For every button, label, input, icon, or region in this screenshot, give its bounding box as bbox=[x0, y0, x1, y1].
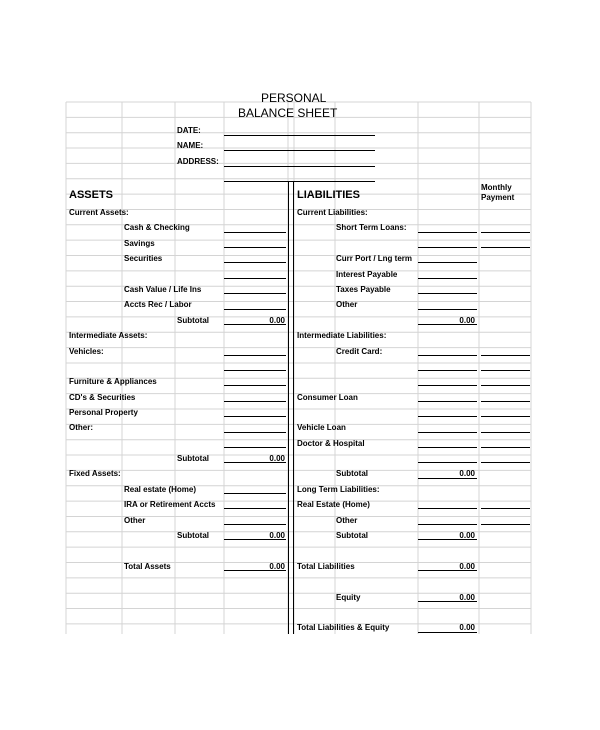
title-line1: PERSONAL bbox=[261, 91, 327, 105]
real-estate-home-label: Real Estate (Home) bbox=[297, 500, 370, 509]
address-label: ADDRESS: bbox=[177, 157, 219, 166]
assets-subtotal2-rule bbox=[224, 462, 286, 463]
equity-value: 0.00 bbox=[459, 593, 475, 602]
accts-rec-label: Accts Rec / Labor bbox=[124, 300, 192, 309]
total-liab-equity-rule bbox=[418, 632, 477, 633]
other-fixed-label: Other bbox=[124, 516, 146, 525]
securities-label: Securities bbox=[124, 254, 163, 263]
ira-input[interactable] bbox=[224, 508, 286, 509]
monthly-payment-input-12[interactable] bbox=[481, 524, 530, 525]
savings-input[interactable] bbox=[224, 247, 286, 248]
credit-card-input-2[interactable] bbox=[418, 370, 477, 371]
address-field-2[interactable] bbox=[224, 181, 375, 182]
liab-subtotal3-value: 0.00 bbox=[459, 531, 475, 540]
other-fixed-input[interactable] bbox=[224, 524, 286, 525]
current-assets-label: Current Assets: bbox=[69, 208, 129, 217]
other-current-liab-input[interactable] bbox=[418, 309, 477, 310]
equity-rule bbox=[418, 601, 477, 602]
assets-subtotal2-label: Subtotal bbox=[177, 454, 209, 463]
name-field[interactable] bbox=[224, 150, 375, 151]
consumer-loan-input-2[interactable] bbox=[418, 416, 477, 417]
assets-subtotal3-label: Subtotal bbox=[177, 531, 209, 540]
liabilities-heading: LIABILITIES bbox=[297, 189, 360, 201]
assets-subtotal3-rule bbox=[224, 539, 286, 540]
fixed-assets-label: Fixed Assets: bbox=[69, 469, 121, 478]
other-long-term-input[interactable] bbox=[418, 524, 477, 525]
real-estate-home-input[interactable] bbox=[418, 508, 477, 509]
liab-subtotal2-rule bbox=[418, 478, 477, 479]
real-estate-label: Real estate (Home) bbox=[124, 485, 197, 494]
assets-subtotal1-value: 0.00 bbox=[269, 316, 285, 325]
taxes-payable-input[interactable] bbox=[418, 293, 477, 294]
title-line2: BALANCE SHEET bbox=[238, 106, 338, 120]
monthly-payment-input-7[interactable] bbox=[481, 416, 530, 417]
liab-subtotal1-rule bbox=[418, 324, 477, 325]
savings-label: Savings bbox=[124, 239, 155, 248]
furniture-input[interactable] bbox=[224, 385, 286, 386]
monthly-payment-input-10[interactable] bbox=[481, 462, 530, 463]
liab-subtotal1-value: 0.00 bbox=[459, 316, 475, 325]
short-term-loans-input[interactable] bbox=[418, 232, 477, 233]
date-field[interactable] bbox=[224, 135, 375, 136]
consumer-loan-input[interactable] bbox=[418, 401, 477, 402]
assets-subtotal1-rule bbox=[224, 324, 286, 325]
assets-heading: ASSETS bbox=[69, 189, 114, 201]
other-assets-label: Other: bbox=[69, 423, 93, 432]
liab-subtotal2-value: 0.00 bbox=[459, 469, 475, 478]
assets-subtotal2-value: 0.00 bbox=[269, 454, 285, 463]
ira-label: IRA or Retirement Accts bbox=[124, 500, 216, 509]
monthly-payment-input-8[interactable] bbox=[481, 432, 530, 433]
monthly-payment-heading-1: Monthly bbox=[481, 183, 512, 192]
curr-port-label: Curr Port / Lng term bbox=[336, 254, 413, 263]
credit-card-input-3[interactable] bbox=[418, 385, 477, 386]
cds-input[interactable] bbox=[224, 401, 286, 402]
monthly-payment-input-11[interactable] bbox=[481, 508, 530, 509]
other-assets-input[interactable] bbox=[224, 432, 286, 433]
other-long-term-label: Other bbox=[336, 516, 358, 525]
interest-payable-input[interactable] bbox=[418, 278, 477, 279]
other-current-liab-label: Other bbox=[336, 300, 358, 309]
total-liab-equity-value: 0.00 bbox=[459, 623, 475, 632]
liab-subtotal2-label: Subtotal bbox=[336, 469, 368, 478]
monthly-payment-input-4[interactable] bbox=[481, 370, 530, 371]
vehicle-loan-input[interactable] bbox=[418, 432, 477, 433]
assets-subtotal3-value: 0.00 bbox=[269, 531, 285, 540]
liab-subtotal3-label: Subtotal bbox=[336, 531, 368, 540]
vehicles-label: Vehicles: bbox=[69, 347, 104, 356]
interest-payable-label: Interest Payable bbox=[336, 270, 398, 279]
cds-label: CD's & Securities bbox=[69, 393, 136, 402]
cash-checking-label: Cash & Checking bbox=[124, 223, 190, 232]
address-field[interactable] bbox=[224, 166, 375, 167]
personal-property-label: Personal Property bbox=[69, 408, 138, 417]
liab-subtotal3-rule bbox=[418, 539, 477, 540]
personal-property-input[interactable] bbox=[224, 416, 286, 417]
total-liabilities-rule bbox=[418, 570, 477, 571]
monthly-payment-input-1[interactable] bbox=[481, 232, 530, 233]
intermediate-assets-label: Intermediate Assets: bbox=[69, 331, 148, 340]
curr-port-input[interactable] bbox=[418, 262, 477, 263]
total-assets-label: Total Assets bbox=[124, 562, 171, 571]
current-liabilities-label: Current Liabilities: bbox=[297, 208, 368, 217]
date-label: DATE: bbox=[177, 126, 201, 135]
section-divider bbox=[288, 182, 289, 634]
total-assets-rule bbox=[224, 570, 286, 571]
short-term-loans-label: Short Term Loans: bbox=[336, 223, 407, 232]
furniture-label: Furniture & Appliances bbox=[69, 377, 157, 386]
vehicle-loan-label: Vehicle Loan bbox=[297, 423, 346, 432]
monthly-payment-input-3[interactable] bbox=[481, 355, 530, 356]
section-divider-2 bbox=[293, 182, 294, 634]
real-estate-input[interactable] bbox=[224, 493, 286, 494]
credit-card-input[interactable] bbox=[418, 355, 477, 356]
name-label: NAME: bbox=[177, 141, 204, 150]
taxes-payable-label: Taxes Payable bbox=[336, 285, 391, 294]
doctor-hospital-label: Doctor & Hospital bbox=[297, 439, 365, 448]
doctor-hospital-input-2[interactable] bbox=[418, 462, 477, 463]
intermediate-liab-label: Intermediate Liabilities: bbox=[297, 331, 387, 340]
equity-label: Equity bbox=[336, 593, 361, 602]
doctor-hospital-input[interactable] bbox=[418, 447, 477, 448]
securities-input-2[interactable] bbox=[224, 278, 286, 279]
total-assets-value: 0.00 bbox=[269, 562, 285, 571]
cash-value-input[interactable] bbox=[224, 293, 286, 294]
cash-checking-input[interactable] bbox=[224, 232, 286, 233]
other-assets-input-2[interactable] bbox=[224, 447, 286, 448]
monthly-payment-input-6[interactable] bbox=[481, 401, 530, 402]
long-term-liab-label: Long Term Liabilities: bbox=[297, 485, 380, 494]
total-liabilities-value: 0.00 bbox=[459, 562, 475, 571]
accts-rec-input[interactable] bbox=[224, 309, 286, 310]
consumer-loan-label: Consumer Loan bbox=[297, 393, 358, 402]
monthly-payment-input-9[interactable] bbox=[481, 447, 530, 448]
securities-input[interactable] bbox=[224, 262, 286, 263]
monthly-payment-heading-2: Payment bbox=[481, 193, 515, 202]
short-term-loans-input-2[interactable] bbox=[418, 247, 477, 248]
assets-subtotal1-label: Subtotal bbox=[177, 316, 209, 325]
monthly-payment-input-5[interactable] bbox=[481, 385, 530, 386]
cash-value-label: Cash Value / Life Ins bbox=[124, 285, 202, 294]
vehicles-input[interactable] bbox=[224, 355, 286, 356]
total-liabilities-label: Total Liabilities bbox=[297, 562, 355, 571]
monthly-payment-input-2[interactable] bbox=[481, 247, 530, 248]
vehicles-input-2[interactable] bbox=[224, 370, 286, 371]
credit-card-label: Credit Card: bbox=[336, 347, 383, 356]
total-liab-equity-label: Total Liabilities & Equity bbox=[297, 623, 390, 632]
